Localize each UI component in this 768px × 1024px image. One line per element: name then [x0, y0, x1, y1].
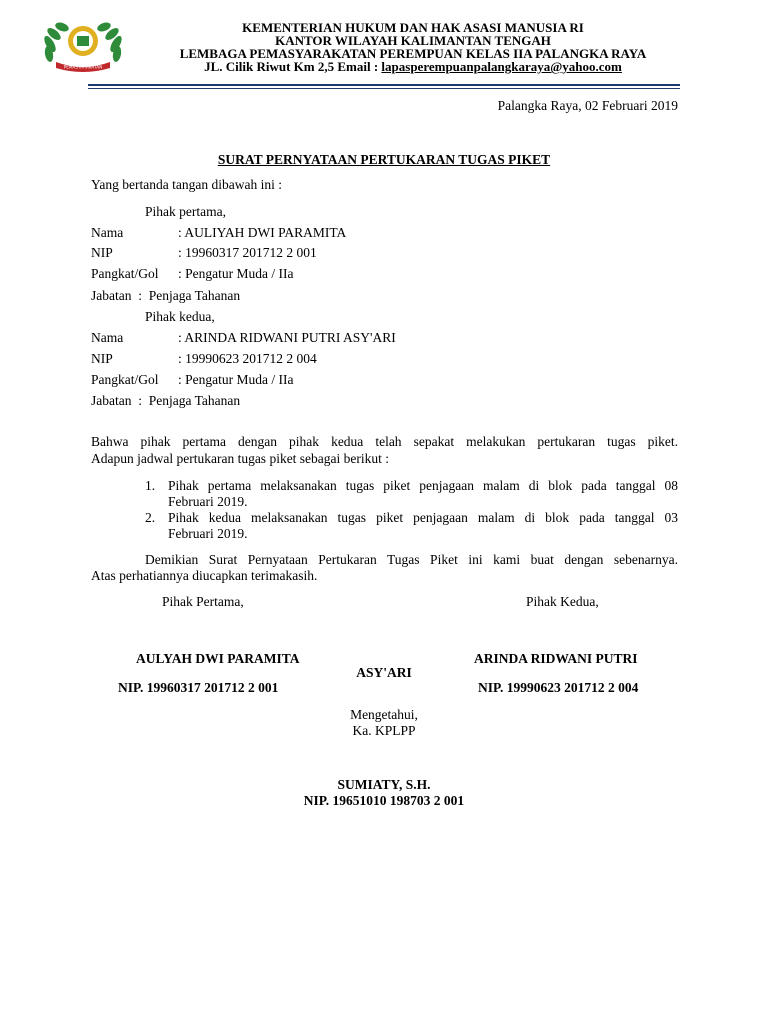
acknowledgement-line2: Ka. KPLPP	[352, 723, 416, 738]
body-paragraph-line1: Bahwa pihak pertama dengan pihak kedua telah sepakat melakukan pertukaran tugas piket.	[91, 434, 678, 449]
sign-right-label: Pihak Kedua,	[526, 594, 599, 609]
party1-jabatan: Jabatan : Penjaga Tahanan	[91, 288, 241, 303]
pemasyarakatan-logo-icon	[40, 14, 126, 74]
party1-nama-label: Nama	[91, 225, 124, 240]
sign-right-name: ARINDA RIDWANI PUTRI	[474, 651, 638, 666]
closing-line1: Demikian Surat Pernyataan Pertukaran Tugas Piket ini kami buat dengan sebenarnya.	[145, 552, 678, 567]
header-line-ministry: KEMENTERIAN HUKUM DAN HAK ASASI MANUSIA RI	[242, 20, 584, 35]
party1-nip-label: NIP	[91, 245, 113, 260]
party1-nama-value: : AULIYAH DWI PARAMITA	[178, 225, 347, 240]
intro-text: Yang bertanda tangan dibawah ini :	[91, 177, 282, 192]
party1-heading: Pihak pertama,	[145, 204, 226, 219]
party1-pangkat-label: Pangkat/Gol	[91, 266, 159, 281]
list-item-2-line2: Februari 2019.	[168, 526, 248, 541]
party2-nama-value: : ARINDA RIDWANI PUTRI ASY'ARI	[178, 330, 396, 345]
list-item-2-line1: Pihak kedua melaksanakan tugas piket penjagaan malam di blok pada tanggal 03	[168, 510, 678, 525]
party2-nama-label: Nama	[91, 330, 124, 345]
header-email-link[interactable]: lapasperempuanpalangkaraya@yahoo.com	[381, 59, 622, 74]
header-address	[118, 59, 708, 74]
list-item-1-line2: Februari 2019.	[168, 494, 248, 509]
list-item-1-line1: Pihak pertama melaksanakan tugas piket penjagaan malam di blok pada tanggal 08	[168, 478, 678, 493]
party2-heading: Pihak kedua,	[145, 309, 215, 324]
header-line-office: KANTOR WILAYAH KALIMANTAN TENGAH	[275, 33, 551, 48]
sign-left-name: AULYAH DWI PARAMITA	[136, 651, 300, 666]
party2-nip-value: : 19990623 201712 2 004	[178, 351, 317, 366]
sign-left-nip: NIP. 19960317 201712 2 001	[118, 680, 279, 695]
sign-right-nip: NIP. 19990623 201712 2 004	[478, 680, 639, 695]
acknowledgement-line1: Mengetahui,	[350, 707, 418, 722]
logo-ribbon-text: PEMASYARAKATAN	[63, 64, 103, 70]
party2-pangkat-label: Pangkat/Gol	[91, 372, 159, 387]
body-paragraph-line2: Adapun jadwal pertukaran tugas piket sebagai berikut :	[91, 451, 390, 466]
sign-right-name-continued: ASY'ARI	[356, 665, 412, 680]
party2-jabatan: Jabatan : Penjaga Tahanan	[91, 393, 241, 408]
date-line: Palangka Raya, 02 Februari 2019	[497, 98, 678, 113]
header-line-institution: LEMBAGA PEMASYARAKATAN PEREMPUAN KELAS IIA PALANGKA RAYA	[179, 46, 647, 61]
head-nip: NIP. 19651010 198703 2 001	[303, 793, 465, 808]
sign-left-label: Pihak Pertama,	[162, 594, 244, 609]
party2-nip-label: NIP	[91, 351, 113, 366]
document-title: SURAT PERNYATAAN PERTUKARAN TUGAS PIKET	[217, 152, 551, 167]
header-divider-thin	[88, 88, 680, 89]
list-item-1-number: 1.	[145, 478, 156, 493]
header-address-text: JL. Cilik Riwut Km 2,5 Email :	[204, 59, 382, 74]
header-divider-thick	[88, 84, 680, 86]
head-name: SUMIATY, S.H.	[337, 777, 431, 792]
party1-nip-value: : 19960317 201712 2 001	[178, 245, 317, 260]
list-item-2-number: 2.	[145, 510, 156, 525]
party1-pangkat-value: : Pengatur Muda / IIa	[178, 266, 294, 281]
closing-line2: Atas perhatiannya diucapkan terimakasih.	[91, 568, 318, 583]
party2-pangkat-value: : Pengatur Muda / IIa	[178, 372, 294, 387]
